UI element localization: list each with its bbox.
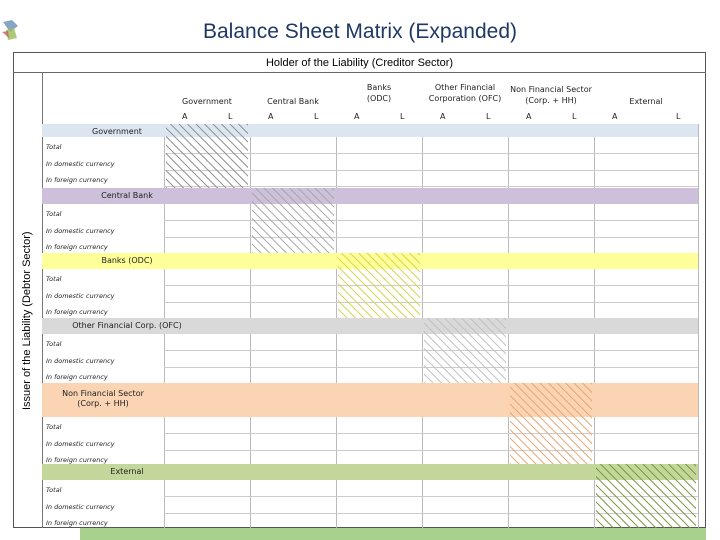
- row-label: In foreign currency: [46, 456, 108, 464]
- column-header-6: External: [629, 97, 663, 106]
- row-label: Total: [46, 210, 62, 218]
- creditor-header: Holder of the Liability (Creditor Sector): [265, 57, 454, 69]
- column-liability-label: L: [676, 112, 681, 121]
- column-asset-label: A: [440, 112, 446, 121]
- row-label: In foreign currency: [46, 176, 108, 184]
- hatched-cell: [166, 124, 248, 188]
- row-label: In domestic currency: [46, 502, 115, 511]
- column-asset-label: A: [268, 112, 274, 121]
- row-label: In foreign currency: [46, 308, 108, 316]
- sector-label: Non Financial Sector (Corp. + HH): [62, 389, 144, 408]
- row-label: In domestic currency: [46, 159, 115, 168]
- grid-hline: [164, 220, 698, 221]
- row-label: In foreign currency: [46, 519, 108, 527]
- column-header-3: Banks (ODC): [366, 83, 392, 103]
- sector-label: Other Financial Corp. (OFC): [72, 321, 182, 330]
- hatched-cell: [338, 253, 420, 318]
- sector-label: Banks (ODC): [101, 256, 153, 265]
- grid-hline: [164, 302, 698, 303]
- grid-hline: [164, 450, 698, 451]
- row-label: Total: [46, 275, 62, 283]
- row-label: In domestic currency: [46, 356, 115, 365]
- grid-hline: [164, 237, 698, 238]
- bottom-accent-bar: [80, 528, 706, 540]
- column-header-5: Non Financial Sector (Corp. + HH): [510, 85, 592, 105]
- sector-label: Central Bank: [101, 191, 153, 200]
- sector-label: Government: [92, 127, 142, 136]
- page-title: Balance Sheet Matrix (Expanded): [202, 20, 517, 43]
- column-header-1: Government: [182, 97, 232, 106]
- debtor-header: Issuer of the Liability (Debtor Sector): [21, 231, 33, 410]
- row-label: In domestic currency: [46, 439, 115, 448]
- debtor-divider: [42, 72, 43, 528]
- row-label: In domestic currency: [46, 226, 115, 235]
- column-asset-label: A: [354, 112, 360, 121]
- column-asset-label: A: [526, 112, 532, 121]
- row-label: In domestic currency: [46, 291, 115, 300]
- sector-label: External: [110, 467, 144, 476]
- column-liability-label: L: [314, 112, 319, 121]
- column-asset-label: A: [182, 112, 188, 121]
- row-label: In foreign currency: [46, 373, 108, 381]
- row-label: In foreign currency: [46, 243, 108, 251]
- hatched-cell: [424, 318, 506, 383]
- column-header-4: Other Financial Corporation (OFC): [428, 83, 502, 103]
- grid-hline: [164, 433, 698, 434]
- grid-hline: [164, 285, 698, 286]
- column-liability-label: L: [572, 112, 577, 121]
- column-liability-label: L: [228, 112, 233, 121]
- hatched-cell: [510, 383, 592, 464]
- hatched-cell: [596, 464, 696, 528]
- column-liability-label: L: [400, 112, 405, 121]
- column-asset-label: A: [612, 112, 618, 121]
- row-label: Total: [46, 143, 62, 151]
- header-divider: [13, 72, 706, 73]
- row-label: Total: [46, 423, 62, 431]
- hatched-cell: [252, 188, 334, 253]
- grid-vline: [698, 124, 699, 528]
- row-label: Total: [46, 340, 62, 348]
- column-liability-label: L: [486, 112, 491, 121]
- row-label: Total: [46, 486, 62, 494]
- column-header-2: Central Bank: [267, 97, 319, 106]
